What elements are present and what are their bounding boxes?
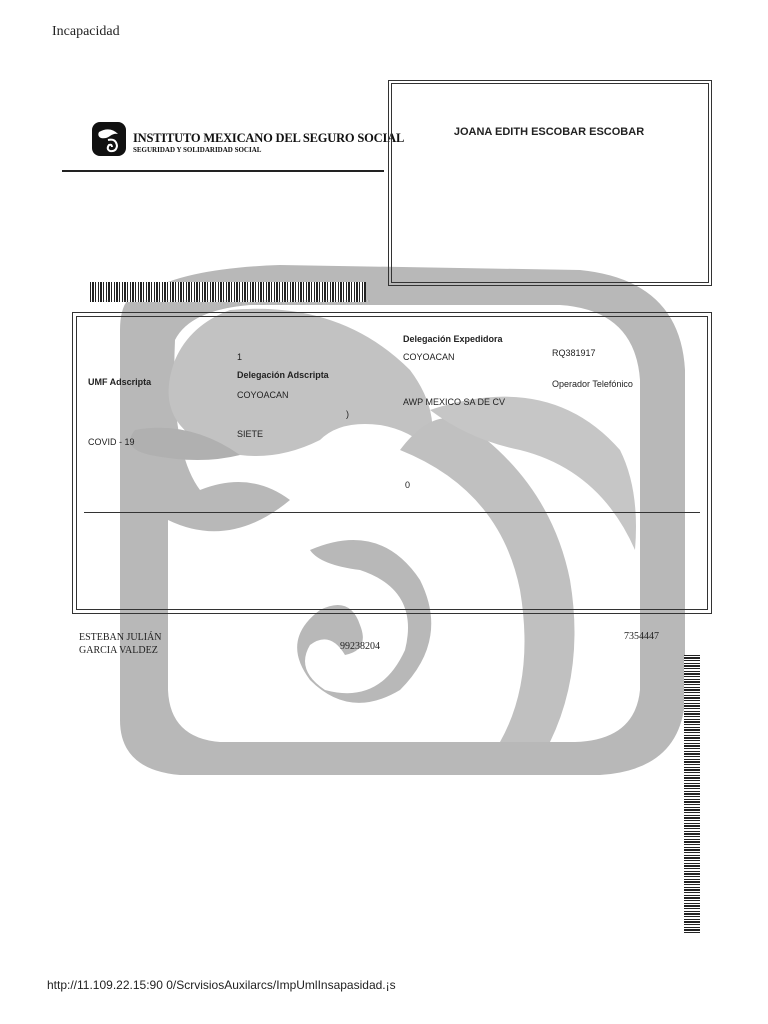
- doctor-name-line2: GARCIA VALDEZ: [79, 645, 158, 656]
- institution-tagline: SEGURIDAD Y SOLIDARIDAD SOCIAL: [133, 146, 262, 154]
- patient-box-inner: [391, 83, 709, 283]
- page-header: Incapacidad: [52, 24, 120, 39]
- delegacion-expedidora-label: Delegación Expedidora: [403, 334, 503, 344]
- delegacion-expedidora-value: COYOACAN: [403, 352, 455, 362]
- doctor-matricula: 99238204: [340, 641, 380, 652]
- institution-name: INSTITUTO MEXICANO DEL SEGURO SOCIAL: [133, 131, 405, 145]
- doctor-name-line1: ESTEBAN JULIÁN: [79, 632, 162, 643]
- footer-url: http://11.109.22.15:90 0/ScrvisiosAuxilarcs/ImpUmlInsapasidad.¡s: [47, 978, 396, 992]
- diagnosis: COVID - 19: [88, 437, 135, 447]
- patient-name: JOANA EDITH ESCOBAR ESCOBAR: [453, 126, 645, 138]
- umf-value: 1: [237, 352, 243, 362]
- form-divider: [84, 512, 700, 513]
- registro-value: RQ381917: [552, 348, 596, 358]
- imss-logo: [90, 120, 128, 158]
- zero-value: 0: [405, 480, 411, 490]
- barcode-horizontal: [90, 282, 366, 302]
- header-divider: [62, 170, 384, 172]
- form-frame-inner: [76, 316, 708, 610]
- shift-value: SIETE: [237, 429, 264, 439]
- delegacion-adscripta-label: Delegación Adscripta: [237, 370, 329, 380]
- employer-name: AWP MEXICO SA DE CV: [403, 397, 506, 407]
- barcode-vertical: [684, 655, 700, 933]
- umf-label: UMF Adscripta: [88, 377, 152, 387]
- imss-eagle-icon: [90, 120, 128, 158]
- doctor-number: 7354447: [624, 631, 659, 642]
- delegacion-adscripta-value: COYOACAN: [237, 390, 289, 400]
- paren-mark: ): [346, 409, 349, 419]
- occupation-value: Operador Telefónico: [552, 379, 633, 389]
